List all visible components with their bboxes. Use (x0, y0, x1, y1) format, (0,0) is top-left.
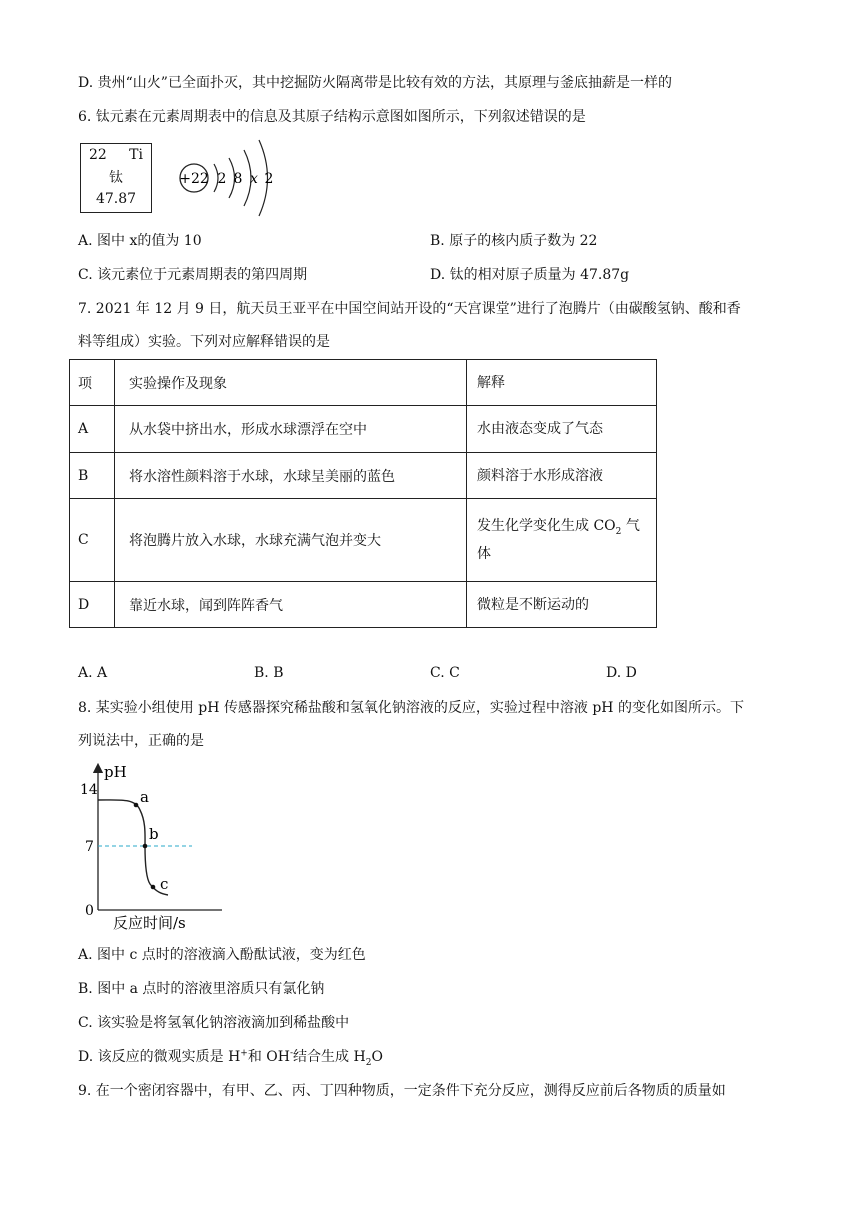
q9-stem: 9. 在一个密闭容器中，有甲、乙、丙、丁四种物质，一定条件下充分反应，测得反应前后各物质的质量如 (78, 1083, 726, 1099)
option-d-pre: D. 该反应的微观实质是 H (78, 1049, 241, 1065)
table-row (70, 499, 657, 582)
y-axis-label: pH (104, 763, 127, 781)
q6-option-a: A. 图中 x的值为 10 (78, 233, 202, 249)
atomic-number: 22 (89, 147, 107, 163)
option-d-mid: 和 OH (247, 1049, 290, 1065)
table-header-row (70, 360, 657, 406)
q7-option-d: D. D (606, 665, 637, 681)
row-item: A (70, 406, 115, 453)
q8-stem-line1: 8. 某实验小组使用 pH 传感器探究稀盐酸和氢氧化钠溶液的反应，实验过程中溶液 pH 的变化如图所示。下 (78, 700, 744, 716)
explanation-post: 气 (621, 518, 640, 534)
q7-option-b: B. B (254, 665, 284, 681)
ph-curve (98, 800, 168, 895)
row-operation: 将泡腾片放入水球，水球充满气泡并变大 (115, 499, 467, 582)
row-explanation (467, 499, 657, 582)
ph-chart (80, 760, 230, 932)
y-tick-14: 14 (80, 782, 98, 798)
table-row (70, 453, 657, 499)
table-row (70, 406, 657, 453)
point-c-label: c (160, 875, 169, 893)
element-card (80, 143, 152, 213)
atom-structure-diagram (172, 136, 282, 220)
row-operation: 靠近水球，闻到阵阵香气 (115, 582, 467, 628)
explanation-pre: 发生化学变化生成 CO (477, 518, 616, 534)
header-item: 项 (70, 360, 115, 406)
option-d-post: O (371, 1049, 383, 1065)
co2-subscript: 2 (615, 526, 622, 537)
y-tick-0: 0 (85, 903, 94, 919)
point-a (134, 803, 139, 808)
atomic-mass: 47.87 (95, 191, 137, 207)
q6-stem: 6. 钛元素在元素周期表中的信息及其原子结构示意图如图所示，下列叙述错误的是 (78, 109, 586, 125)
nucleus-charge: +22 (179, 171, 209, 187)
row-explanation: 颜料溶于水形成溶液 (467, 453, 657, 499)
point-b-label: b (149, 825, 159, 843)
header-explanation: 解释 (467, 360, 657, 406)
y-tick-7: 7 (85, 839, 94, 855)
row-item: C (70, 499, 115, 582)
row-operation: 从水袋中挤出水，形成水球漂浮在空中 (115, 406, 467, 453)
row-explanation: 水由液态变成了气态 (467, 406, 657, 453)
shell-electrons-4: 2 (264, 171, 274, 187)
q8-option-c: C. 该实验是将氢氧化钠溶液滴加到稀盐酸中 (78, 1015, 350, 1031)
row-item: D (70, 582, 115, 628)
q7-table (69, 359, 657, 628)
header-operation: 实验操作及现象 (115, 360, 467, 406)
h-ion-charge: + (240, 1048, 248, 1059)
point-c (151, 885, 156, 890)
q7-option-a: A. A (78, 665, 108, 681)
shell-electrons-2: 8 (233, 171, 243, 187)
table-row (70, 582, 657, 628)
element-name: 钛 (109, 170, 123, 186)
q8-option-d (78, 1047, 383, 1067)
x-axis-label: 反应时间/s (113, 914, 186, 932)
element-symbol: Ti (129, 147, 143, 163)
q6-option-d: D. 钛的相对原子质量为 47.87g (430, 267, 630, 283)
point-b (143, 844, 148, 849)
shell-electrons-3: x (250, 171, 258, 187)
q8-option-a: A. 图中 c 点时的溶液滴入酚酞试液，变为红色 (78, 947, 366, 963)
explanation-line2: 体 (477, 546, 491, 562)
q7-stem-line2: 料等组成）实验。下列对应解释错误的是 (78, 334, 330, 350)
q8-stem-line2: 列说法中，正确的是 (78, 733, 204, 749)
q7-stem-line1: 7. 2021 年 12 月 9 日，航天员王亚平在中国空间站开设的“天宫课堂”进行了泡腾片（由碳酸氢钠、酸和香 (78, 301, 741, 317)
q5-option-d: D. 贵州“山火”已全面扑灭，其中挖掘防火隔离带是比较有效的方法，其原理与釜底抽薪是一样的 (78, 75, 672, 91)
q6-option-c: C. 该元素位于元素周期表的第四周期 (78, 267, 308, 283)
row-operation: 将水溶性颜料溶于水球，水球呈美丽的蓝色 (115, 453, 467, 499)
q8-option-b: B. 图中 a 点时的溶液里溶质只有氯化钠 (78, 981, 325, 997)
shell-electrons-1: 2 (217, 171, 227, 187)
q6-option-b: B. 原子的核内质子数为 22 (430, 233, 598, 249)
oh-ion-charge: - (289, 1048, 294, 1059)
option-d-mid2: 结合生成 H (293, 1049, 366, 1065)
q7-option-c: C. C (430, 665, 460, 681)
row-item: B (70, 453, 115, 499)
point-a-label: a (140, 788, 149, 806)
row-explanation: 微粒是不断运动的 (467, 582, 657, 628)
water-subscript: 2 (365, 1057, 372, 1068)
